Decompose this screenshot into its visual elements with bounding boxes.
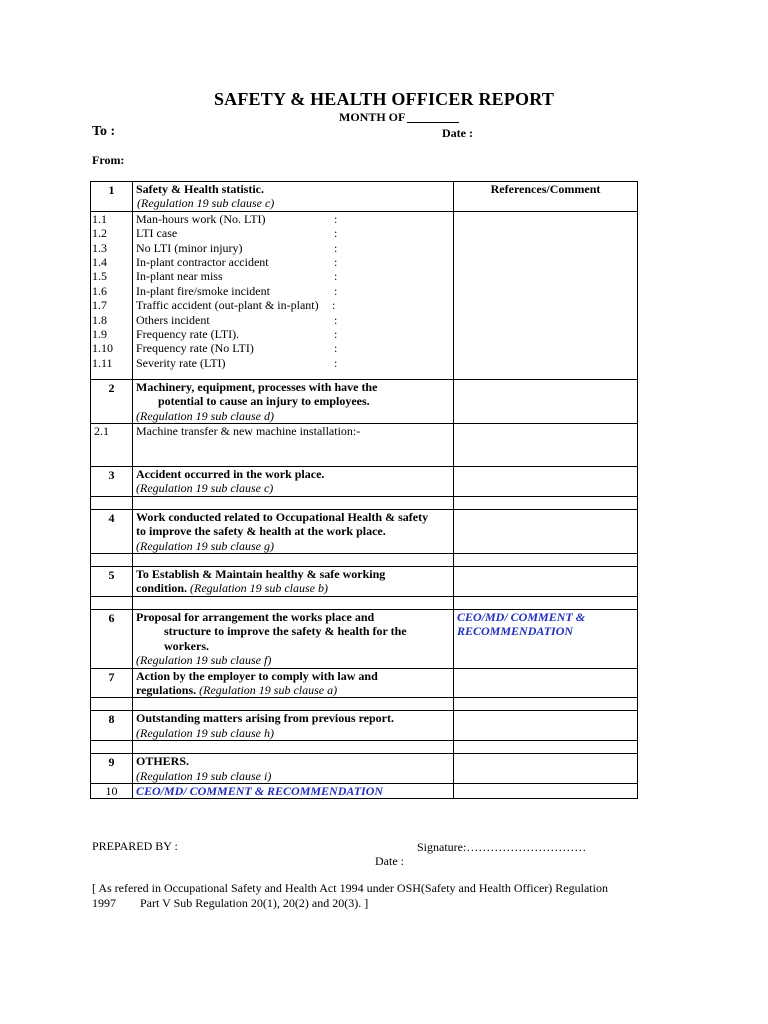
blank-row — [91, 554, 638, 567]
section-heading — [133, 467, 454, 497]
signature-field[interactable]: Signature:………………………… — [417, 840, 587, 854]
regulation-ref: (Regulation 19 sub clause c) — [136, 481, 274, 496]
section-6-heading-line: Proposal for arrangement the works place and — [136, 609, 375, 624]
section-heading — [133, 711, 454, 741]
regulation-ref: (Regulation 19 sub clause a) — [199, 682, 338, 697]
item-label: Machine transfer & new machine installation:- — [133, 424, 454, 467]
comment-cell[interactable] — [454, 467, 638, 497]
section-number: 4 — [91, 509, 133, 553]
item-colon: : — [334, 312, 338, 327]
item-label: In-plant fire/smoke incident — [136, 283, 270, 298]
comment-cell[interactable] — [454, 668, 638, 698]
stat-item — [136, 356, 450, 370]
stat-item — [136, 212, 450, 226]
item-label: In-plant near miss — [136, 269, 223, 284]
section-1-header-row — [91, 182, 638, 212]
footnote-line: 1997 Part V Sub Regulation 20(1), 20(2) and 20(3). ] — [92, 895, 369, 910]
section-4-heading-line: to improve the safety & health at the work place. — [136, 524, 386, 539]
item-label: No LTI (minor injury) — [136, 240, 243, 255]
item-colon: : — [334, 355, 338, 370]
item-code: 1.3 — [92, 240, 107, 255]
section-1-heading: Safety & Health statistic. — [136, 182, 264, 196]
date-label: Date : — [442, 126, 473, 140]
ceo-comment-label: CEO/MD/ COMMENT & RECOMMENDATION — [136, 783, 384, 798]
item-label: Man-hours work (No. LTI) — [136, 211, 266, 226]
report-table — [90, 181, 638, 799]
blank-row — [91, 698, 638, 711]
section-6-heading-line: structure to improve the safety & health for the — [164, 624, 407, 639]
month-blank-line — [407, 121, 459, 123]
section-number: 6 — [91, 609, 133, 668]
section-heading — [133, 182, 454, 212]
stat-item — [136, 284, 450, 298]
comment-cell[interactable] — [454, 424, 638, 467]
section-heading — [133, 567, 454, 597]
ceo-comment-label: CEO/MD/ COMMENT & — [457, 609, 586, 624]
section-10-row — [91, 783, 638, 798]
section-number: 10 — [91, 783, 133, 798]
section-number: 3 — [91, 467, 133, 497]
item-code: 1.4 — [92, 254, 107, 269]
regulation-ref: (Regulation 19 sub clause g) — [136, 538, 274, 553]
section-1-items-row — [91, 211, 638, 379]
section-heading — [133, 668, 454, 698]
section-heading — [133, 754, 454, 784]
section-number: 2 — [91, 379, 133, 423]
item-label: Traffic accident (out-plant & in-plant) — [136, 298, 319, 313]
blank-row — [91, 741, 638, 754]
item-colon: : — [334, 283, 338, 298]
item-code: 1.7 — [92, 298, 107, 313]
section-number: 8 — [91, 711, 133, 741]
section-heading — [133, 379, 454, 423]
section-number: 1 — [91, 182, 133, 212]
section-5-header-row — [91, 567, 638, 597]
item-code: 1.10 — [92, 341, 113, 356]
from-label: From: — [92, 153, 125, 167]
item-codes — [91, 211, 133, 379]
item-colon: : — [334, 255, 338, 270]
comment-cell[interactable] — [454, 509, 638, 553]
section-7-header-row — [91, 668, 638, 698]
section-6-header-row — [91, 609, 638, 668]
comment-cell[interactable] — [454, 754, 638, 784]
section-8-header-row — [91, 711, 638, 741]
section-4-header-row — [91, 509, 638, 553]
section-7-heading-line: Action by the employer to comply with law and — [136, 668, 378, 683]
footnote-line: [ As refered in Occupational Safety and Health Act 1994 under OSH(Safety and Health Officer) Regulation — [92, 881, 608, 895]
item-code: 1.9 — [92, 326, 107, 341]
item-label: Others incident — [136, 312, 210, 327]
comment-cell[interactable] — [454, 711, 638, 741]
regulation-ref: (Regulation 19 sub clause c) — [137, 196, 275, 211]
references-comment-header: References/Comment — [454, 182, 638, 212]
item-code: 1.2 — [92, 226, 107, 241]
section-3-header-row — [91, 467, 638, 497]
item-code: 2.1 — [91, 424, 133, 467]
month-of-text: MONTH OF — [339, 110, 406, 124]
item-colon: : — [334, 327, 338, 342]
section-number: 5 — [91, 567, 133, 597]
stat-item — [136, 255, 450, 269]
blank-row — [91, 596, 638, 609]
ceo-comment-label: RECOMMENDATION — [457, 624, 574, 639]
section-5-heading-line: condition. — [136, 581, 188, 596]
to-label: To : — [92, 124, 116, 139]
regulation-ref: (Regulation 19 sub clause b) — [190, 581, 328, 596]
section-9-header-row — [91, 754, 638, 784]
section-heading — [133, 609, 454, 668]
section-6-heading-line: workers. — [164, 638, 209, 653]
regulation-ref: (Regulation 19 sub clause i) — [136, 768, 272, 783]
stat-item — [136, 241, 450, 255]
comment-cell[interactable] — [454, 783, 638, 798]
section-9-heading: OTHERS. — [136, 754, 190, 769]
section-5-heading-line: To Establish & Maintain healthy & safe working — [136, 567, 386, 582]
section-number: 9 — [91, 754, 133, 784]
section-number: 7 — [91, 668, 133, 698]
section-2-heading-line: Machinery, equipment, processes with have the — [136, 379, 378, 394]
section-3-heading: Accident occurred in the work place. — [136, 467, 325, 482]
ceo-comment-row — [133, 783, 454, 798]
signature-date-label: Date : — [375, 854, 404, 868]
section-2-heading-line: potential to cause an injury to employees. — [158, 394, 370, 409]
item-code: 1.6 — [92, 283, 107, 298]
item-code: 1.1 — [92, 211, 107, 226]
item-label: Severity rate (LTI) — [136, 355, 226, 370]
month-of-label — [339, 110, 459, 125]
comment-cell[interactable] — [454, 567, 638, 597]
regulation-ref: (Regulation 19 sub clause f) — [136, 653, 272, 668]
item-colon: : — [334, 269, 338, 284]
item-label: Frequency rate (No LTI) — [136, 341, 254, 356]
section-7-heading-line: regulations. — [136, 682, 197, 697]
stat-item — [136, 298, 450, 312]
section-4-heading-line: Work conducted related to Occupational Health & safety — [136, 509, 429, 524]
section-8-heading: Outstanding matters arising from previous report. — [136, 711, 394, 726]
section-2-header-row — [91, 379, 638, 423]
regulation-ref: (Regulation 19 sub clause d) — [136, 408, 274, 423]
item-colon: : — [334, 341, 338, 356]
item-colon: : — [334, 240, 338, 255]
comment-cell[interactable] — [454, 379, 638, 423]
footnote — [92, 881, 672, 910]
stat-item — [136, 313, 450, 327]
comment-cell[interactable] — [454, 211, 638, 379]
item-label: In-plant contractor accident — [136, 255, 269, 270]
stat-item — [136, 226, 450, 240]
stat-item — [136, 269, 450, 283]
item-code: 1.8 — [92, 312, 107, 327]
stat-item — [136, 341, 450, 355]
section-2-sub-row — [91, 424, 638, 467]
item-code: 1.11 — [92, 355, 113, 370]
item-code: 1.5 — [92, 269, 107, 284]
item-label: Frequency rate (LTI). — [136, 327, 240, 342]
prepared-by-label: PREPARED BY : — [92, 839, 178, 853]
item-colon: : — [334, 211, 338, 226]
regulation-ref: (Regulation 19 sub clause h) — [136, 725, 274, 740]
stat-item — [136, 327, 450, 341]
ceo-comment-cell[interactable] — [454, 609, 638, 668]
item-colon: : — [334, 226, 338, 241]
report-title: SAFETY & HEALTH OFFICER REPORT — [213, 89, 555, 109]
section-heading — [133, 509, 454, 553]
blank-row — [91, 496, 638, 509]
item-labels — [133, 211, 454, 379]
item-colon: : — [332, 298, 336, 313]
item-label: LTI case — [136, 226, 178, 241]
